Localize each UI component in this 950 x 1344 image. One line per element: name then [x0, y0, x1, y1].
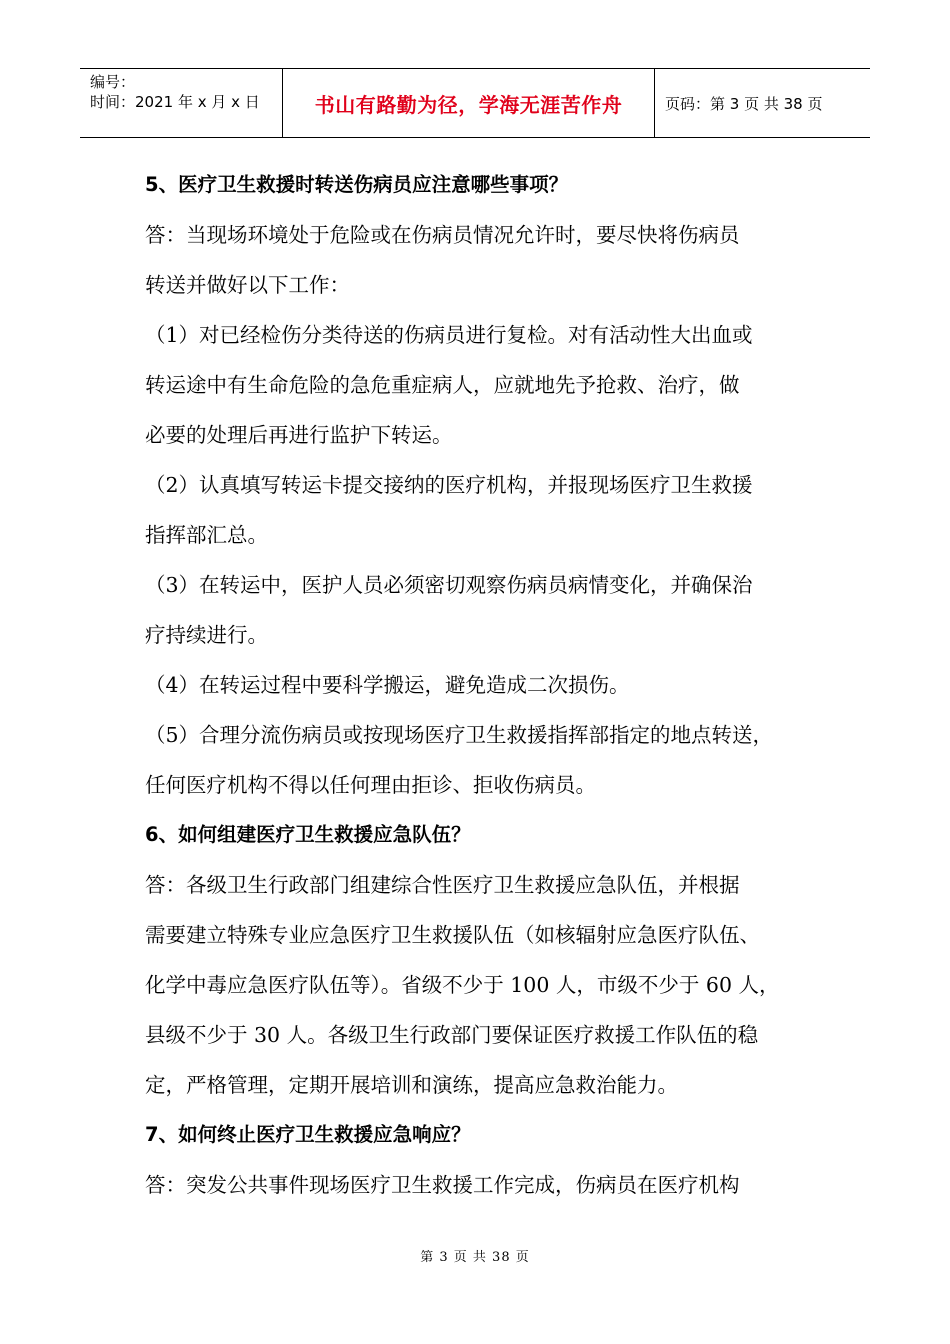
- body-line: 必要的处理后再进行监护下转运。: [145, 423, 453, 447]
- body-line: 任何医疗机构不得以任何理由拒诊、拒收伤病员。: [145, 773, 596, 797]
- question-heading-7: 7、如何终止医疗卫生救援应急响应？: [145, 1123, 471, 1146]
- header-meta: [80, 69, 283, 137]
- body-line: （2）认真填写转运卡提交接纳的医疗机构，并报现场医疗卫生救援: [145, 473, 753, 497]
- body-line: 县级不少于 30 人。各级卫生行政部门要保证医疗救援工作队伍的稳: [145, 1023, 759, 1047]
- header-motto: 书山有路勤为径，学海无涯苦作舟: [283, 69, 655, 137]
- document-number-label: 编号：: [90, 73, 136, 91]
- body-line: 答：各级卫生行政部门组建综合性医疗卫生救援应急队伍，并根据: [145, 873, 740, 897]
- body-line: （5）合理分流伤病员或按现场医疗卫生救援指挥部指定的地点转送，: [145, 723, 774, 747]
- question-heading-6: 6、如何组建医疗卫生救援应急队伍？: [145, 823, 471, 846]
- page-header: [80, 68, 870, 138]
- body-line: 转送并做好以下工作：: [145, 273, 350, 297]
- body-line: 需要建立特殊专业应急医疗卫生救援队伍（如核辐射应急医疗队伍、: [145, 923, 760, 947]
- body-line: 答：突发公共事件现场医疗卫生救援工作完成，伤病员在医疗机构: [145, 1173, 740, 1197]
- body-line: 指挥部汇总。: [145, 523, 268, 547]
- body-line: （4）在转运过程中要科学搬运，避免造成二次损伤。: [145, 673, 630, 697]
- document-body: [145, 160, 825, 1210]
- question-heading-5: 5、医疗卫生救援时转送伤病员应注意哪些事项？: [145, 173, 569, 196]
- body-line: （1）对已经检伤分类待送的伤病员进行复检。对有活动性大出血或: [145, 323, 753, 347]
- body-line: 化学中毒应急医疗队伍等）。省级不少于 100 人，市级不少于 60 人，: [145, 973, 780, 997]
- body-line: （3）在转运中，医护人员必须密切观察伤病员病情变化，并确保治: [145, 573, 753, 597]
- document-date-label: 时间：2021 年 x 月 x 日: [90, 93, 260, 111]
- body-line: 答：当现场环境处于危险或在伤病员情况允许时，要尽快将伤病员: [145, 223, 740, 247]
- body-line: 转运途中有生命危险的急危重症病人，应就地先予抢救、治疗，做: [145, 373, 740, 397]
- body-line: 定，严格管理，定期开展培训和演练，提高应急救治能力。: [145, 1073, 678, 1097]
- page-footer: 第 3 页 共 38 页: [420, 1250, 530, 1265]
- header-page-info: 页码：第 3 页 共 38 页: [665, 94, 823, 113]
- body-line: 疗持续进行。: [145, 623, 268, 647]
